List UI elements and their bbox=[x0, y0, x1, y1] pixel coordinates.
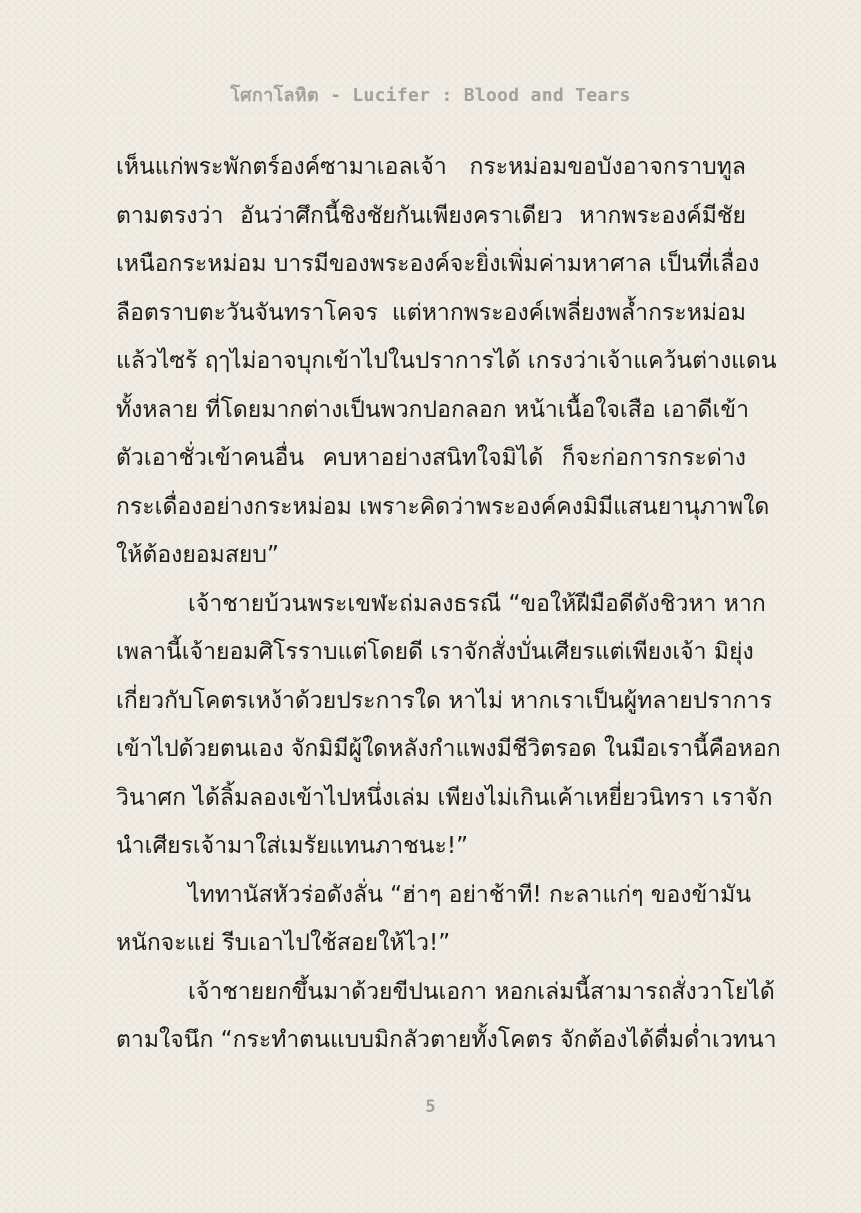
text-line: ให้ต้องยอมสยบ” bbox=[116, 542, 279, 568]
text-line: แล้วไซร้ ฤๅไม่อาจบุกเข้าไปในปราการได้ เกรงว่าเจ้าแคว้นต่างแดน bbox=[116, 348, 777, 374]
text-line: ทั้งหลาย ที่โดยมากต่างเป็นพวกปอกลอก หน้าเนื้อใจเสือ เอาดีเข้า bbox=[116, 396, 749, 423]
text-line: เข้าไปด้วยตนเอง จักมิมีผู้ใดหลังกำแพงมีชีวิตรอด ในมือเรานี้คือหอก bbox=[116, 736, 781, 762]
text-line: ตามตรงว่า อันว่าศึกนี้ชิงชัยกันเพียงคราเดียว หากพระองค์มีชัย bbox=[116, 202, 746, 229]
text-line-indented: ไททานัสหัวร่อดังลั่น “ฮ่าๆ อย่าช้าที! กะลาแก่ๆ ของข้ามัน bbox=[188, 881, 752, 908]
text-line: หนักจะแย่ รีบเอาไปใช้สอยให้ไว!” bbox=[116, 930, 451, 956]
text-line: กระเดื่องอย่างกระหม่อม เพราะคิดว่าพระองค์คงมิมีแสนยานุภาพใด bbox=[116, 493, 770, 520]
text-line: เหนือกระหม่อม บารมีของพระองค์จะยิ่งเพิ่มค่ามหาศาล เป็นที่เลื่อง bbox=[116, 251, 760, 277]
body-text bbox=[116, 143, 781, 1065]
text-line: เห็นแก่พระพักตร์องค์ซามาเอลเจ้า กระหม่อมขอบังอาจกราบทูล bbox=[116, 154, 746, 180]
text-line-indented: เจ้าชายบ้วนพระเขฬะถ่มลงธรณี “ขอให้ฝีมือดีดังชิวหา หาก bbox=[188, 590, 766, 617]
running-header: โศกาโลหิต - Lucifer : Blood and Tears bbox=[230, 85, 631, 106]
text-line: ลือตราบตะวันจันทราโคจร แต่หากพระองค์เพลี่ยงพล้ำกระหม่อม bbox=[116, 299, 746, 326]
text-line: เพลานี้เจ้ายอมศิโรราบแต่โดยดี เราจักสั่งบั่นเศียรแต่เพียงเจ้า มิยุ่ง bbox=[116, 639, 754, 665]
text-line: วินาศก ได้ลิ้มลองเข้าไปหนึ่งเล่ม เพียงไม่เกินเค้าเหยี่ยวนิทรา เราจัก bbox=[116, 784, 773, 811]
text-line: นำเศียรเจ้ามาใส่เมรัยแทนภาชนะ!” bbox=[116, 833, 468, 859]
text-line: เกี่ยวกับโคตรเหง้าด้วยประการใด หาไม่ หากเราเป็นผู้ทลายปราการ bbox=[116, 687, 772, 714]
text-line-indented: เจ้าชายยกขึ้นมาด้วยขีปนเอกา หอกเล่มนี้สามารถสั่งวาโยได้ bbox=[188, 978, 775, 1005]
text-line: ตัวเอาชั่วเข้าคนอื่น คบหาอย่างสนิทใจมิได้ ก็จะก่อการกระด่าง bbox=[116, 445, 746, 471]
page-number: 5 bbox=[425, 1097, 436, 1117]
text-line: ตามใจนึก “กระทำตนแบบมิกลัวตายทั้งโคตร จักต้องได้ดื่มด่ำเวทนา bbox=[116, 1027, 777, 1053]
